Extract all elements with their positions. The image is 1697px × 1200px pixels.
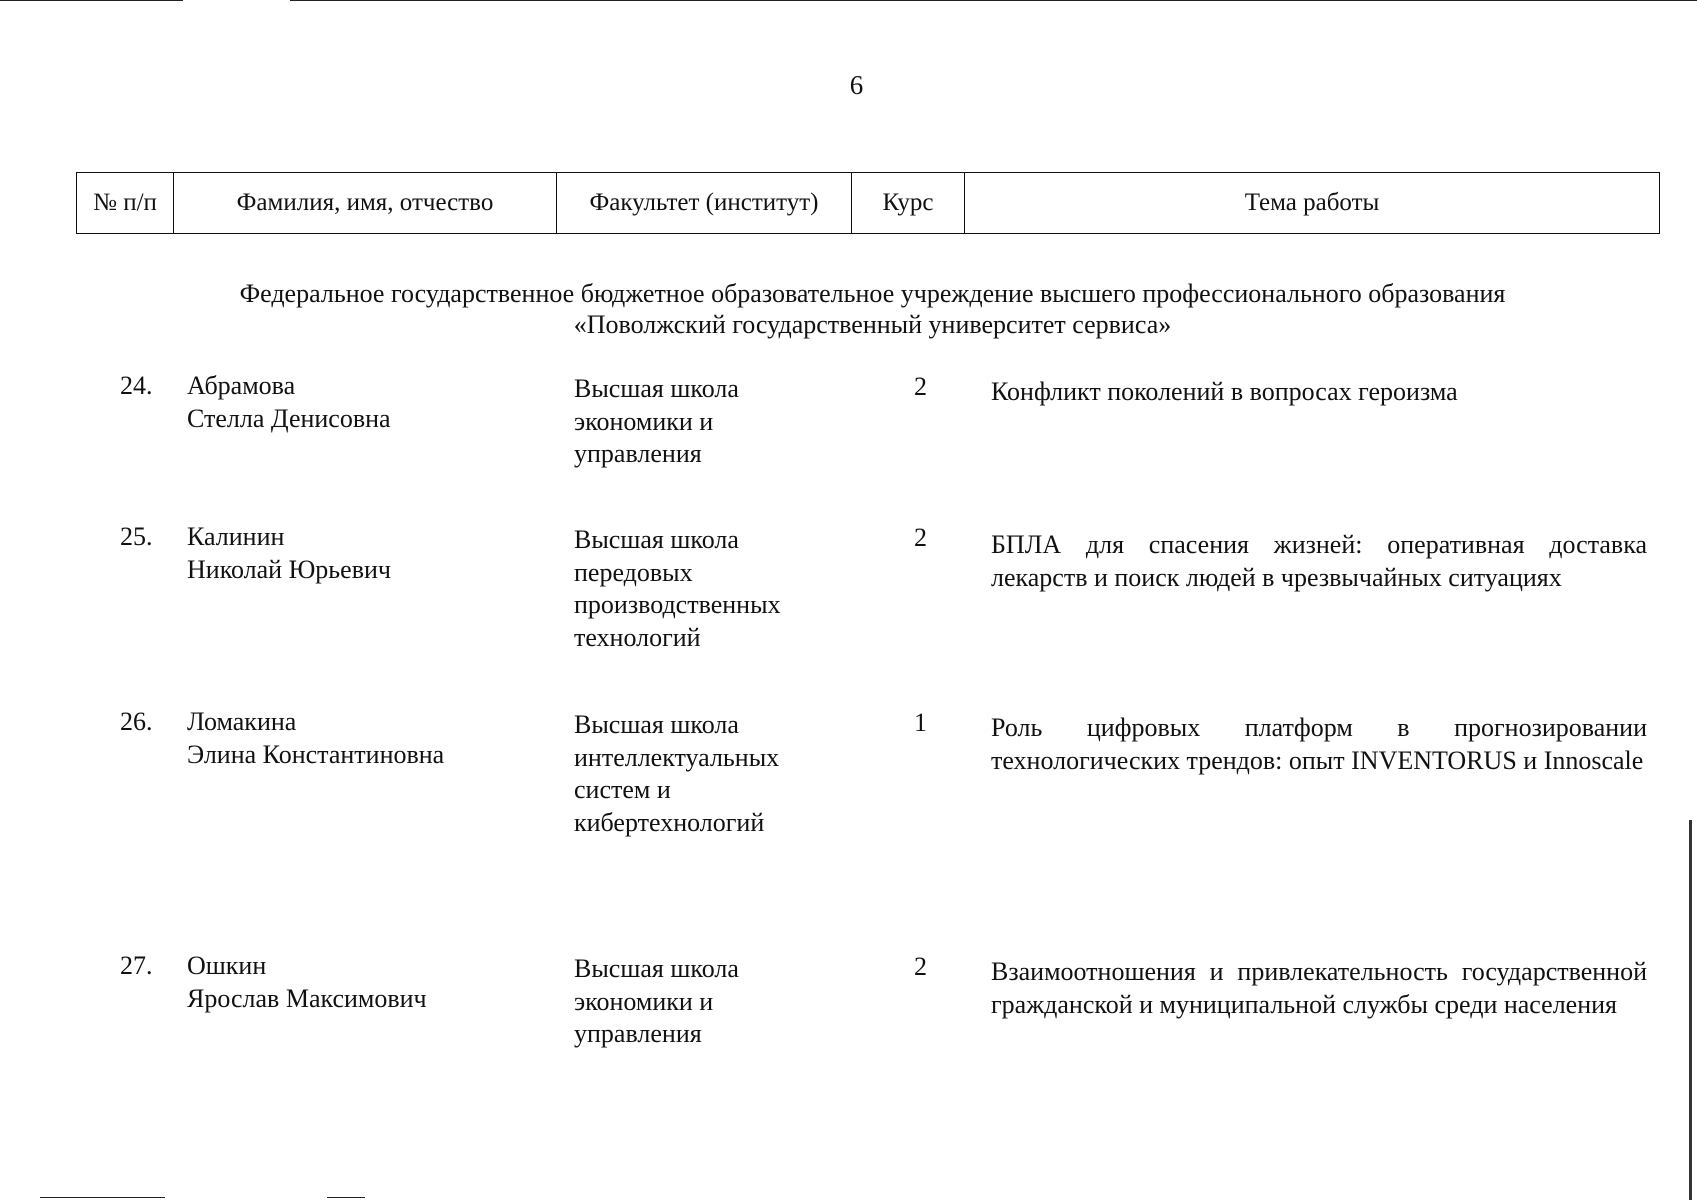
page-number: 6 xyxy=(849,70,864,100)
row-faculty: Высшая школа экономики и управления xyxy=(574,954,739,1048)
row-name: Абрамова Стелла Денисовна xyxy=(187,371,391,433)
bottom-scan-line-mid xyxy=(327,1197,365,1198)
row-course: 2 xyxy=(914,952,927,981)
row-faculty: Высшая школа интеллектуальных систем и кибертехнологий xyxy=(574,710,780,837)
header-num: № п/п xyxy=(77,173,174,234)
row-course: 1 xyxy=(914,708,927,737)
row-topic: Роль цифровых платформ в прогнозировании технологических трендов: опыт INVENTORUS и Innoscale xyxy=(991,713,1647,775)
row-name: Ошкин Ярослав Максимович xyxy=(187,951,427,1013)
header-topic: Тема работы xyxy=(965,173,1660,234)
row-topic: Конфликт поколений в вопросах героизма xyxy=(991,377,1458,406)
row-name: Калинин Николай Юрьевич xyxy=(187,522,391,584)
row-number: 24. xyxy=(120,371,153,400)
row-course: 2 xyxy=(914,372,927,401)
header-course: Курс xyxy=(852,173,965,234)
header-table xyxy=(76,172,1660,234)
row-number: 25. xyxy=(120,522,153,551)
row-topic: БПЛА для спасения жизней: оперативная доставка лекарств и поиск людей в чрезвычайных ситуациях xyxy=(991,530,1647,592)
header-name: Фамилия, имя, отчество xyxy=(174,173,557,234)
row-course: 2 xyxy=(914,523,927,552)
row-topic: Взаимоотношения и привлекательность государственной гражданской и муниципальной службы среди населения xyxy=(991,957,1647,1019)
row-number: 26. xyxy=(120,707,153,736)
row-faculty: Высшая школа передовых производственных технологий xyxy=(574,525,781,652)
institution-line-1: Федеральное государственное бюджетное образовательное учреждение высшего профессионального образования xyxy=(239,279,1506,308)
institution-heading xyxy=(130,278,1615,340)
top-scan-line-left xyxy=(0,0,183,1)
bottom-scan-line-left xyxy=(40,1197,165,1198)
row-name: Ломакина Элина Константиновна xyxy=(187,707,445,769)
row-number: 27. xyxy=(120,951,153,980)
institution-line-2: «Поволжский государственный университет сервиса» xyxy=(573,310,1172,339)
top-scan-line-right xyxy=(290,0,1697,1)
right-margin-edge xyxy=(1689,820,1692,1200)
header-faculty: Факультет (институт) xyxy=(557,173,852,234)
row-faculty: Высшая школа экономики и управления xyxy=(574,374,739,468)
header-row xyxy=(77,173,1660,234)
